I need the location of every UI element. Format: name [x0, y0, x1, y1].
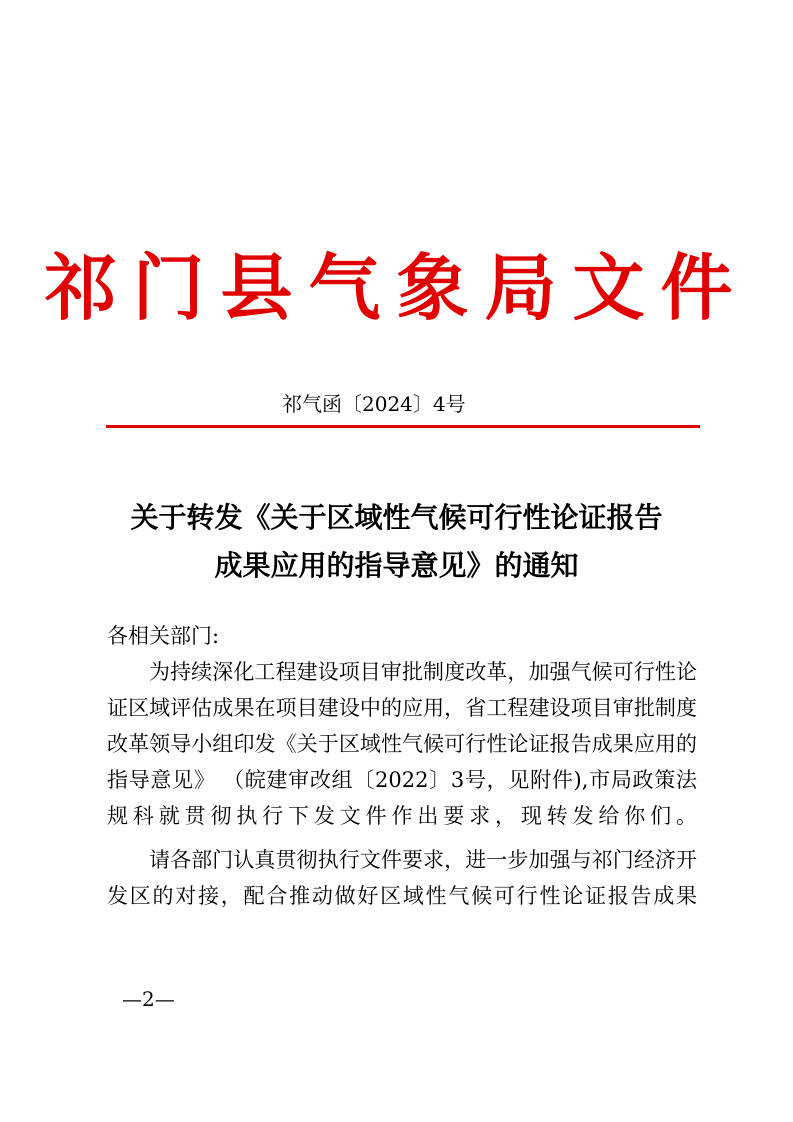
document-body: [107, 618, 697, 914]
document-number: 祁气函〔2024〕4号: [282, 392, 466, 416]
title-line-2: 成果应用的指导意见》的通知: [214, 549, 579, 582]
body-paragraph-2: 请各部门认真贯彻执行文件要求，进一步加强与祁门经济开发区的对接，配合推动做好区域性气候可行性论证报告成果: [107, 848, 697, 908]
document-title: [0, 494, 793, 590]
red-separator-line: [106, 425, 700, 428]
salutation: 各相关部门:: [107, 624, 220, 648]
body-paragraph-1: 为持续深化工程建设项目审批制度改革，加强气候可行性论证区域评估成果在项目建设中的应用，省工程建设项目审批制度改革领导小组印发《关于区域性气候可行性论证报告成果应用的指导意见》 （皖建审改组〔2022〕3号，见附件),市局政策法规科就贯彻执行下发文件作出要求，现转发给你们。: [107, 660, 697, 828]
title-line-1: 关于转发《关于区域性气候可行性论证报告: [130, 501, 663, 534]
page-number: —2—: [122, 987, 175, 1011]
masthead-title: 祁门县气象局文件: [44, 245, 749, 330]
